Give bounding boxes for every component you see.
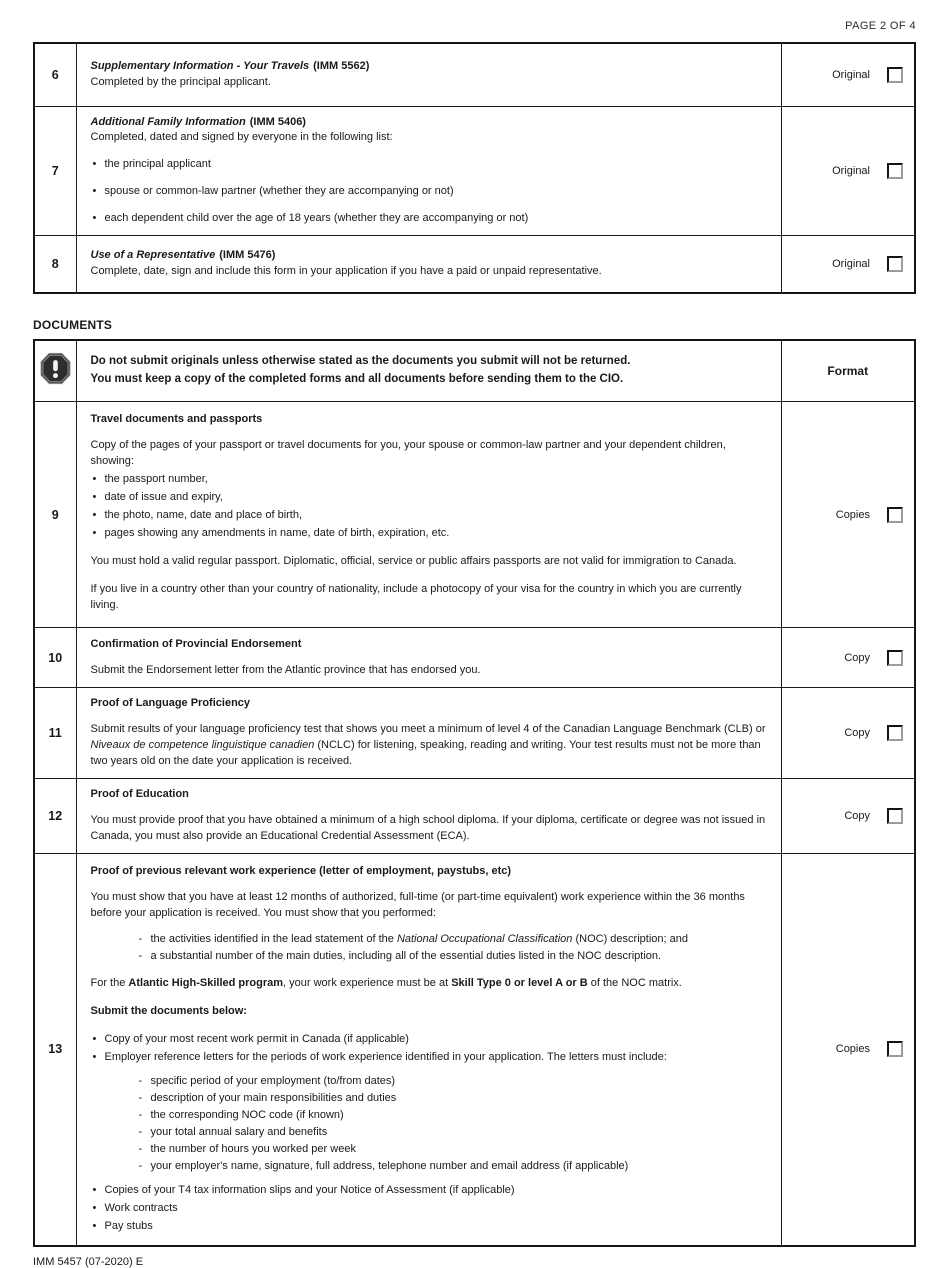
format-checkbox[interactable] [887,163,903,179]
row-title: Supplementary Information - Your Travels (IMM 5562) [90,59,370,72]
warning-icon-cell [34,340,76,402]
bullet-marker: • [92,1183,97,1196]
bullet-marker: • [92,473,97,485]
dash-list [139,932,767,965]
table-row-7 [34,106,915,236]
row-format-cell [781,106,915,236]
bullet-marker: • [92,1033,97,1046]
dash-item: - specific period of your employment (to/from dates) [139,1074,767,1090]
dash-marker: - [138,949,143,962]
bullet-list [91,1032,767,1234]
bullet-list [91,157,767,227]
dash-item: - your total annual salary and benefits [139,1125,767,1141]
bullet-marker: • [92,158,97,171]
row-paragraph: You must show that you have at least 12 months of authorized, full-time (or part-time equivalent) work experience within the 36 months before your application is received. You must show that you performed: [90,890,745,919]
row-title: Proof of previous relevant work experience (letter of employment, paystubs, etc) [90,864,512,877]
dash-item: - a substantial number of the main duties, including all of the essential duties listed in the NOC description. [139,949,767,965]
row-title: Proof of Education [90,787,189,800]
bullet-item: • the passport number, [91,472,767,488]
table-row-10 [34,628,915,688]
dash-marker: - [138,1142,143,1155]
row-number: 8 [34,236,76,293]
row-format-cell [781,236,915,293]
table-row-8 [34,236,915,293]
bullet-item: • the photo, name, date and place of birth, [91,508,767,524]
row-description-cell [76,628,781,688]
format-checkbox[interactable] [887,725,903,741]
bullet-marker: • [92,526,97,539]
format-checkbox[interactable] [887,507,903,523]
table-row-6 [34,43,915,106]
warning-octagon-icon [40,352,71,385]
row-paragraph: Submit results of your language proficiency test that shows you meet a minimum of level 4 of the Canadian Language Benchmark (CLB) or Niveaux de competence linguistique canadien (NCLC) for listening, speaking, reading and writing. Your test results must not be more than two years old on the date your application is received. [90,723,766,767]
row-format-cell [781,402,915,628]
row-paragraph: Completed, dated and signed by everyone in the following list: [90,131,393,144]
row-title: Proof of Language Proficiency [90,697,251,710]
bullet-item: • Employer reference letters for the periods of work experience identified in your application. The letters must include: [91,1050,767,1066]
format-label: Copies [835,1043,870,1056]
format-label: Original [832,164,870,177]
row-description-cell [76,43,781,106]
format-checkbox[interactable] [887,256,903,272]
format-label: Copy [844,809,870,822]
row-number: 6 [34,43,76,106]
row-title: Confirmation of Provincial Endorsement [90,637,302,650]
table-row-13 [34,853,915,1245]
row-format-cell [781,628,915,688]
bullet-item: • Pay stubs [91,1219,767,1235]
bullet-item: • pages showing any amendments in name, date of birth, expiration, etc. [91,526,767,542]
format-checkbox[interactable] [887,1041,903,1057]
documents-header-cell [76,340,781,402]
page-indicator: PAGE 2 OF 4 [845,20,916,32]
row-paragraph: For the Atlantic High-Skilled program, your work experience must be at Skill Type 0 or level A or B of the NOC matrix. [90,977,682,990]
bullet-marker: • [92,1051,97,1064]
format-label: Original [832,68,870,81]
dash-marker: - [138,1075,143,1088]
row-description-cell [76,402,781,628]
row-paragraph: If you live in a country other than your country of nationality, include a photocopy of your visa for the country in which you are currently living. [90,582,742,611]
form-page [33,20,916,1268]
bullet-item: • Copy of your most recent work permit in Canada (if applicable) [91,1032,767,1048]
row-format-cell [781,853,915,1245]
documents-header-row [34,340,915,402]
dash-marker: - [138,932,143,945]
row-title: Additional Family Information (IMM 5406) [90,115,306,128]
bullet-marker: • [92,1219,97,1232]
dash-item: - your employer's name, signature, full address, telephone number and email address (if applicable) [139,1159,767,1175]
table-row-11 [34,688,915,779]
row-paragraph: Submit the documents below: [90,1005,247,1018]
row-number: 13 [34,853,76,1245]
row-description-cell [76,853,781,1245]
row-description-cell [76,236,781,293]
row-description-cell [76,688,781,779]
dash-marker: - [138,1159,143,1172]
format-checkbox[interactable] [887,67,903,83]
format-label: Original [832,257,870,270]
bullet-item: • spouse or common-law partner (whether they are accompanying or not) [91,184,767,200]
format-label: Copies [835,508,870,521]
documents-header-text: Do not submit originals unless otherwise stated as the documents you submit will not be returned. You must keep a copy of the completed forms and all documents before sending them to the CIO. [90,355,631,385]
row-number: 9 [34,402,76,628]
row-description-cell [76,778,781,853]
bullet-marker: • [92,1201,97,1214]
bullet-item: • each dependent child over the age of 18 years (whether they are accompanying or not) [91,211,767,227]
table-row-12 [34,778,915,853]
bullet-marker: • [92,185,97,198]
format-checkbox[interactable] [887,808,903,824]
bullet-item: • date of issue and expiry, [91,490,767,506]
documents-section-heading: DOCUMENTS [33,317,113,332]
forms-checklist-table [33,42,916,294]
row-number: 12 [34,778,76,853]
bullet-marker: • [92,212,97,225]
row-description-cell [76,106,781,236]
row-paragraph: Completed by the principal applicant. [90,75,271,88]
bullet-item: • the principal applicant [91,157,767,173]
bullet-item: • Work contracts [91,1201,767,1217]
row-number: 7 [34,106,76,236]
dash-item: - the activities identified in the lead statement of the National Occupational Classification (NOC) description; and [139,932,767,948]
dash-marker: - [138,1092,143,1105]
format-label: Copy [844,727,870,740]
table-row-9 [34,402,915,628]
row-format-cell [781,688,915,779]
bullet-marker: • [92,508,97,521]
format-column-header: Format [781,340,915,402]
sub-dash-list [139,1074,767,1175]
dash-marker: - [138,1126,143,1138]
row-paragraph: You must hold a valid regular passport. Diplomatic, official, service or public affairs passports are not valid for immigration to Canada. [90,554,737,567]
dash-item: - the number of hours you worked per week [139,1142,767,1158]
format-label: Copy [844,651,870,664]
row-format-cell [781,43,915,106]
documents-table [33,339,916,1247]
row-paragraph: You must provide proof that you have obtained a minimum of a high school diploma. If your diploma, certificate or degree was not issued in Canada, you must also provide an Educational Credential Assessment (ECA). [90,813,766,842]
row-paragraph: Copy of the pages of your passport or travel documents for you, your spouse or common-law partner and your dependent children, showing: [90,439,726,468]
row-paragraph: Submit the Endorsement letter from the Atlantic province that has endorsed you. [90,663,481,676]
row-number: 11 [34,688,76,779]
row-format-cell [781,778,915,853]
form-number-footer: IMM 5457 (07-2020) E [33,1255,144,1268]
dash-item: - description of your main responsibilities and duties [139,1091,767,1107]
row-title: Use of a Representative (IMM 5476) [90,249,276,261]
format-checkbox[interactable] [887,650,903,666]
bullet-marker: • [92,490,97,503]
dash-item: - the corresponding NOC code (if known) [139,1108,767,1124]
row-title: Travel documents and passports [90,413,263,426]
dash-marker: - [138,1109,143,1122]
bullet-item: • Copies of your T4 tax information slips and your Notice of Assessment (if applicable) [91,1183,767,1199]
bullet-list [91,472,767,542]
row-paragraph: Complete, date, sign and include this form in your application if you have a paid or unpaid representative. [90,264,602,277]
row-number: 10 [34,628,76,688]
